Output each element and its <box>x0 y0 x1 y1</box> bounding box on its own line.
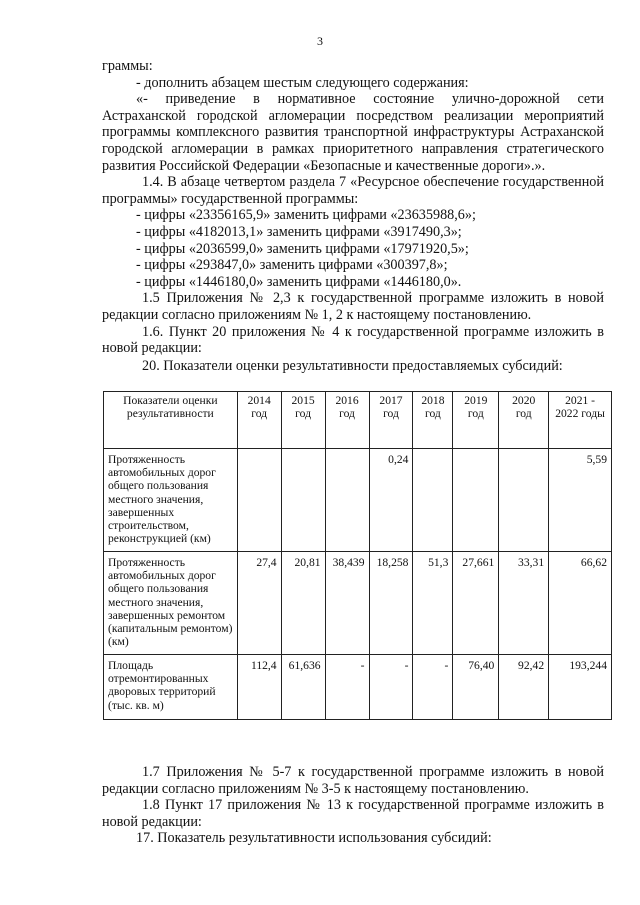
paragraph: 1.7 Приложения № 5-7 к государственной программе изложить в новой редакции согласно приложениям № 3-5 к настоящему постановлению. <box>102 764 604 797</box>
paragraph: «- приведение в нормативное состояние улично-дорожной сети Астраханской городской агломерации посредством реализации мероприятий программы комплексного развития транспортной инфраструктуры Астраханской городской агломерации в рамках приоритетного направления стратегического развития Российской Федерации «Безопасные и качественные дороги».». <box>102 91 604 174</box>
list-item: - цифры «293847,0» заменить цифрами «300397,8»; <box>136 257 448 274</box>
column-header: 2020 год <box>499 392 549 449</box>
table-cell: - <box>325 655 369 720</box>
table-cell: 33,31 <box>499 552 549 655</box>
table-cell: 38,439 <box>325 552 369 655</box>
column-header: 2021 - 2022 годы <box>549 392 612 449</box>
indicators-table <box>103 391 612 720</box>
list-item: - цифры «23356165,9» заменить цифрами «23635988,6»; <box>136 207 476 224</box>
closing-section <box>102 764 604 847</box>
paragraph: 17. Показатель результативности использования субсидий: <box>136 830 492 847</box>
table-cell: Протяженность автомобильных дорог общего пользования местного значения, завершенных строительством, реконструкцией (км) <box>104 449 238 552</box>
column-header: 2018 год <box>413 392 453 449</box>
table-cell: - <box>369 655 413 720</box>
document-body <box>102 58 604 374</box>
table-cell <box>325 449 369 552</box>
table-cell: - <box>413 655 453 720</box>
table-header-row <box>104 392 612 449</box>
table-cell: 27,4 <box>237 552 281 655</box>
table-cell: Площадь отремонтированных дворовых территорий (тыс. кв. м) <box>104 655 238 720</box>
table-cell: 27,661 <box>453 552 499 655</box>
table-cell: 61,636 <box>281 655 325 720</box>
table-cell <box>453 449 499 552</box>
column-header: 2014 год <box>237 392 281 449</box>
table-cell <box>237 449 281 552</box>
table-row <box>104 449 612 552</box>
page-number: 3 <box>317 34 323 48</box>
column-header: 2015 год <box>281 392 325 449</box>
column-header: 2016 год <box>325 392 369 449</box>
table-cell: 20,81 <box>281 552 325 655</box>
table-caption: 20. Показатели оценки результативности предоставляемых субсидий: <box>142 357 563 374</box>
table-cell: 112,4 <box>237 655 281 720</box>
table-cell: 5,59 <box>549 449 612 552</box>
table-cell: 76,40 <box>453 655 499 720</box>
table-cell <box>281 449 325 552</box>
table-cell: 66,62 <box>549 552 612 655</box>
table-cell: Протяженность автомобильных дорог общего пользования местного значения, завершенных ремонтом (капитальным ремонтом) (км) <box>104 552 238 655</box>
table-cell: 0,24 <box>369 449 413 552</box>
column-header: Показатели оценки результативности <box>104 392 238 449</box>
table-row <box>104 655 612 720</box>
paragraph: граммы: <box>102 58 153 74</box>
list-item: - цифры «1446180,0» заменить цифрами «1446180,0». <box>136 273 462 290</box>
column-header: 2017 год <box>369 392 413 449</box>
paragraph: 1.5 Приложения № 2,3 к государственной программе изложить в новой редакции согласно приложениям № 1, 2 к настоящему постановлению. <box>102 290 604 323</box>
column-header: 2019 год <box>453 392 499 449</box>
paragraph: 1.4. В абзаце четвертом раздела 7 «Ресурсное обеспечение государственной программы» государственной программы: <box>102 174 604 207</box>
table-cell: 51,3 <box>413 552 453 655</box>
paragraph: - дополнить абзацем шестым следующего содержания: <box>136 74 469 91</box>
table-cell: 92,42 <box>499 655 549 720</box>
list-item: - цифры «4182013,1» заменить цифрами «3917490,3»; <box>136 223 462 240</box>
table-cell <box>499 449 549 552</box>
table-cell <box>413 449 453 552</box>
list-item: - цифры «2036599,0» заменить цифрами «17971920,5»; <box>136 240 469 257</box>
paragraph: 1.8 Пункт 17 приложения № 13 к государственной программе изложить в новой редакции: <box>102 797 604 830</box>
table-row <box>104 552 612 655</box>
paragraph: 1.6. Пункт 20 приложения № 4 к государственной программе изложить в новой редакции: <box>102 323 604 357</box>
table-cell: 18,258 <box>369 552 413 655</box>
table-cell: 193,244 <box>549 655 612 720</box>
